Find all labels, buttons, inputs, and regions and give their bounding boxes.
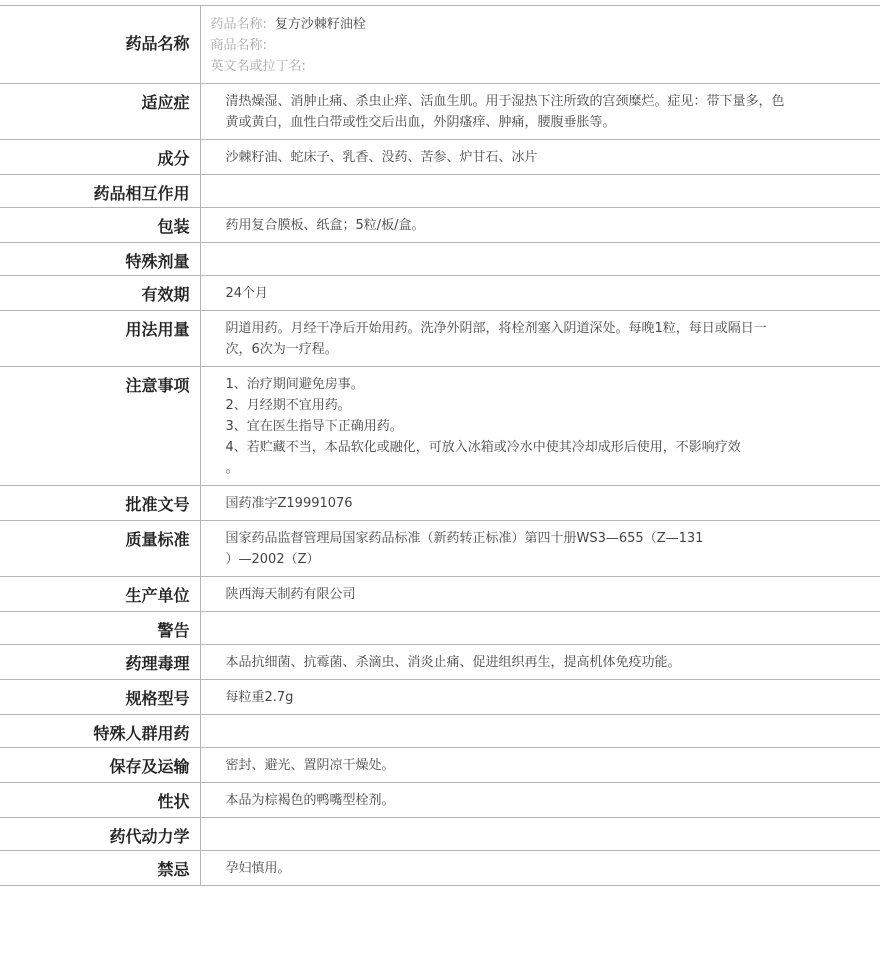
generic-name-line [211, 14, 871, 35]
row-contraindications [0, 851, 880, 886]
row-interactions [0, 175, 880, 208]
row-special-dosage [0, 243, 880, 276]
row-label: 规格型号 [0, 680, 200, 715]
drug-name-cell [200, 6, 880, 84]
precaution-line: 2、月经期不宜用药。 [225, 398, 351, 413]
trade-name-line [211, 35, 871, 56]
row-value: 本品为棕褐色的鸭嘴型栓剂。 [200, 783, 880, 818]
row-precautions [0, 367, 880, 486]
quality-standard-line: ）—2002（Z） [225, 552, 320, 567]
row-value: 清热燥湿、消肿止痛、杀虫止痒、活血生肌。用于湿热下注所致的宫颈糜烂。症见：带下量多，色黄或黄白，血性白带或性交后出血，外阴瘙痒、肿痛，腰腹垂胀等。 [200, 84, 880, 140]
row-value: 阴道用药。月经干净后开始用药。洗净外阴部，将栓剂塞入阴道深处。每晚1粒，每日或隔日一次，6次为一疗程。 [200, 311, 880, 367]
row-label: 药代动力学 [0, 818, 200, 851]
row-label: 成分 [0, 140, 200, 175]
row-label: 特殊剂量 [0, 243, 200, 276]
row-label: 注意事项 [0, 367, 200, 486]
row-label: 批准文号 [0, 486, 200, 521]
row-label: 用法用量 [0, 311, 200, 367]
row-indications [0, 84, 880, 140]
row-value [200, 715, 880, 748]
precaution-line: 。 [225, 461, 239, 476]
precautions-cell [200, 367, 880, 486]
precaution-line: 3、宜在医生指导下正确用药。 [225, 419, 403, 434]
row-value: 本品抗细菌、抗霉菌、杀滴虫、消炎止痛、促进组织再生，提高机体免疫功能。 [200, 645, 880, 680]
drug-info-table [0, 5, 880, 886]
english-name-line [211, 56, 871, 77]
row-value [200, 818, 880, 851]
row-label: 性状 [0, 783, 200, 818]
row-specification [0, 680, 880, 715]
row-value: 每粒重2.7g [200, 680, 880, 715]
row-appearance [0, 783, 880, 818]
english-name-key: 英文名或拉丁名: [210, 59, 306, 74]
row-label: 特殊人群用药 [0, 715, 200, 748]
row-value [200, 175, 880, 208]
row-approval-number [0, 486, 880, 521]
row-value [200, 243, 880, 276]
generic-name-value: 复方沙棘籽油栓 [274, 17, 366, 32]
row-quality-standard [0, 521, 880, 577]
row-label: 药理毒理 [0, 645, 200, 680]
row-label: 包装 [0, 208, 200, 243]
row-pharmacokinetics [0, 818, 880, 851]
row-label: 有效期 [0, 276, 200, 311]
precaution-line: 4、若贮藏不当，本品软化或融化，可放入冰箱或冷水中使其冷却成形后使用，不影响疗效 [225, 440, 741, 455]
row-value [200, 612, 880, 645]
row-value: 陕西海天制药有限公司 [200, 577, 880, 612]
quality-standard-line: 国家药品监督管理局国家药品标准（新药转正标准）第四十册WS3—655（Z—131 [225, 531, 704, 546]
row-shelf-life [0, 276, 880, 311]
generic-name-key: 药品名称: [210, 17, 267, 32]
row-value: 24个月 [200, 276, 880, 311]
row-value: 药用复合膜板、纸盒；5粒/板/盒。 [200, 208, 880, 243]
row-value: 密封、避光、置阴凉干燥处。 [200, 748, 880, 783]
row-usage [0, 311, 880, 367]
row-value: 孕妇慎用。 [200, 851, 880, 886]
row-label: 保存及运输 [0, 748, 200, 783]
row-label: 警告 [0, 612, 200, 645]
row-label: 禁忌 [0, 851, 200, 886]
row-label: 药品名称 [0, 6, 200, 84]
row-label: 生产单位 [0, 577, 200, 612]
row-label: 适应症 [0, 84, 200, 140]
row-value: 国药准字Z19991076 [200, 486, 880, 521]
row-pharmacology [0, 645, 880, 680]
trade-name-key: 商品名称: [210, 38, 267, 53]
row-special-population [0, 715, 880, 748]
row-packaging [0, 208, 880, 243]
quality-standard-cell [200, 521, 880, 577]
row-warning [0, 612, 880, 645]
row-label: 药品相互作用 [0, 175, 200, 208]
row-drug-name [0, 6, 880, 84]
row-storage [0, 748, 880, 783]
row-value: 沙棘籽油、蛇床子、乳香、没药、苦参、炉甘石、冰片 [200, 140, 880, 175]
row-manufacturer [0, 577, 880, 612]
row-label: 质量标准 [0, 521, 200, 577]
row-ingredients [0, 140, 880, 175]
precaution-line: 1、治疗期间避免房事。 [225, 377, 364, 392]
